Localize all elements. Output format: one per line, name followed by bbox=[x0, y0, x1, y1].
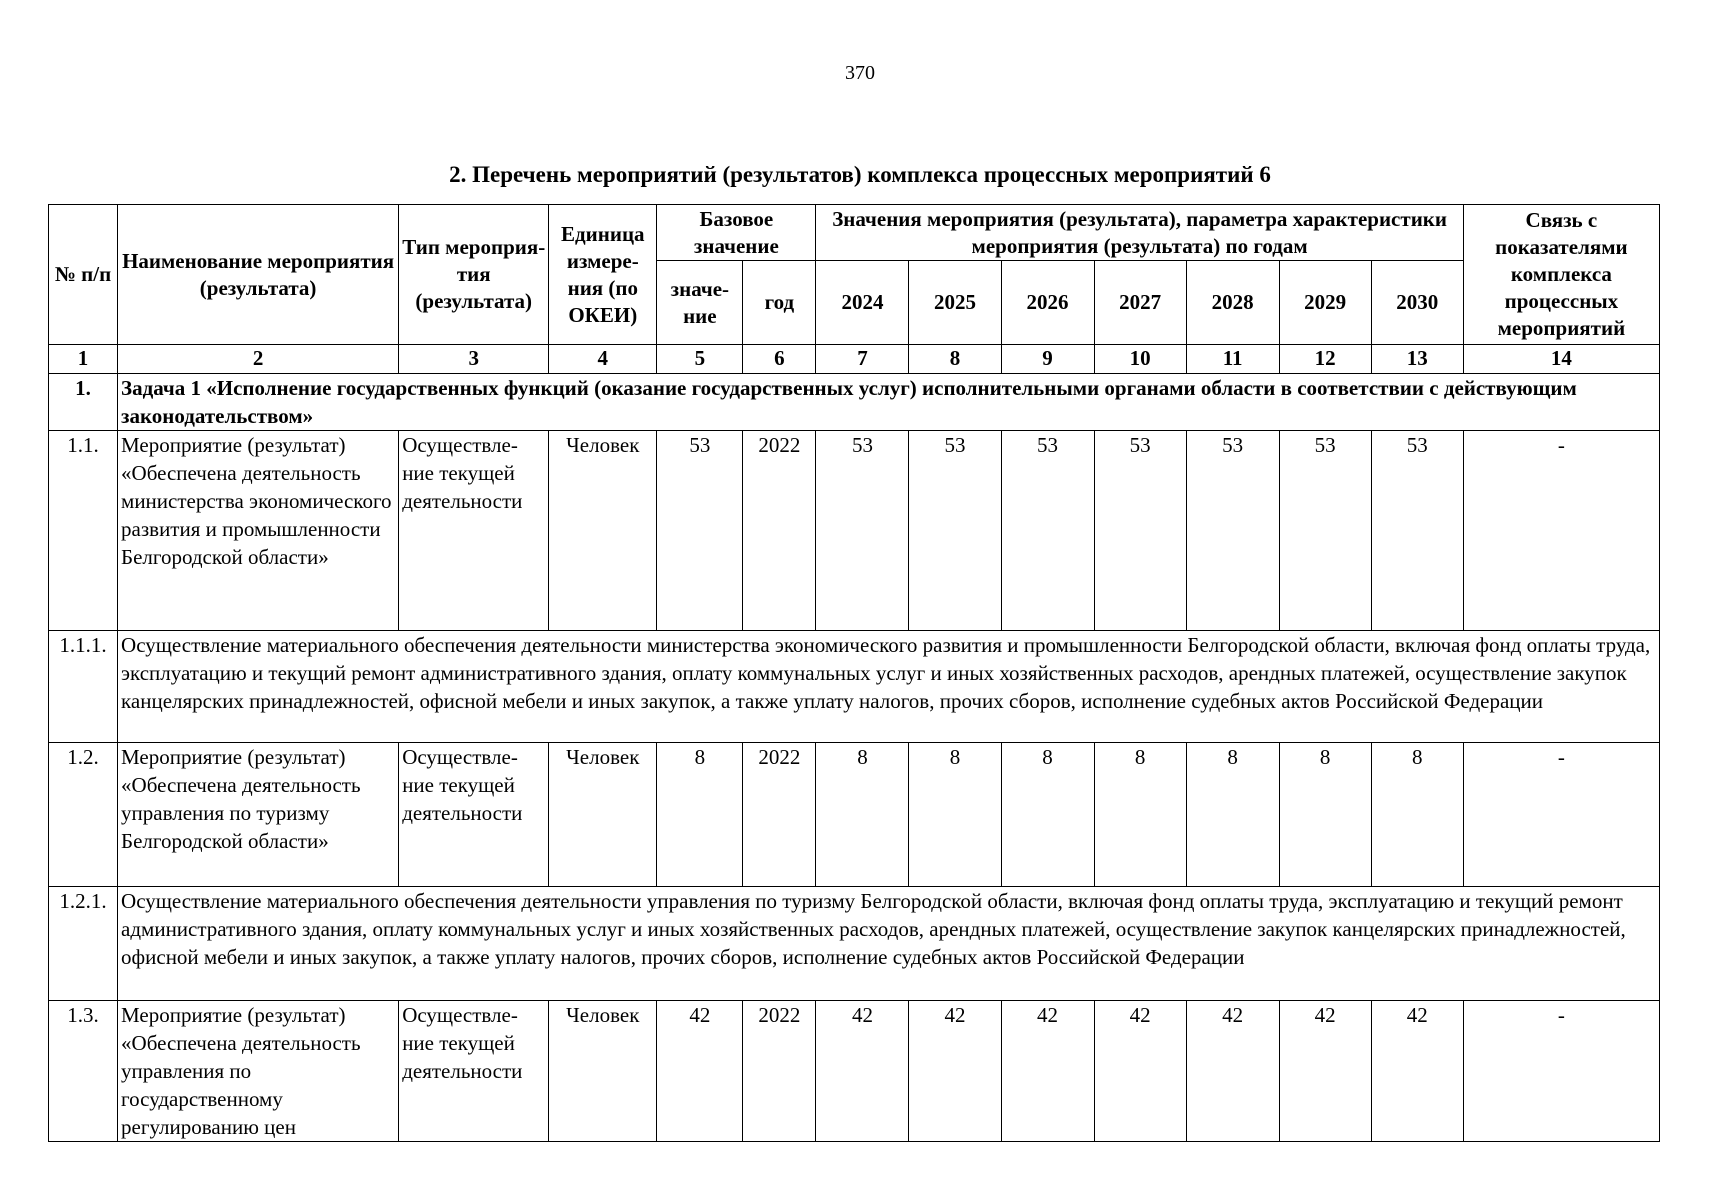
header-name: Наименование мероприятия (результата) bbox=[118, 205, 399, 345]
column-number: 4 bbox=[549, 345, 657, 374]
row-base-year: 2022 bbox=[743, 743, 816, 887]
row-year-value: 8 bbox=[1001, 743, 1094, 887]
subitem-row bbox=[49, 631, 1660, 743]
column-numbers-row bbox=[49, 345, 1660, 374]
page-title: 2. Перечень мероприятий (результатов) комплекса процессных мероприятий 6 bbox=[449, 162, 1271, 187]
column-number: 2 bbox=[118, 345, 399, 374]
table-row bbox=[49, 1001, 1660, 1142]
row-year-value: 8 bbox=[1279, 743, 1371, 887]
row-unit: Человек bbox=[549, 743, 657, 887]
row-base-year: 2022 bbox=[743, 431, 816, 631]
row-link: - bbox=[1463, 1001, 1659, 1142]
subitem-row bbox=[49, 887, 1660, 1001]
row-base-year: 2022 bbox=[743, 1001, 816, 1142]
header-num: № п/п bbox=[49, 205, 118, 345]
task-text: Задача 1 «Исполнение государственных функций (оказание государственных услуг) исполнительными органами области в соответствии с действующим законодательством» bbox=[118, 374, 1660, 431]
header-row bbox=[49, 205, 1660, 261]
row-base-value: 8 bbox=[657, 743, 743, 887]
row-name: Мероприятие (результат) «Обеспечена деятельность министерства экономического развития и промышленности Белгородской области» bbox=[118, 431, 399, 631]
measures-table bbox=[48, 204, 1660, 1142]
row-unit: Человек bbox=[549, 1001, 657, 1142]
subitem-num: 1.1.1. bbox=[49, 631, 118, 743]
column-number: 8 bbox=[909, 345, 1001, 374]
subitem-num: 1.2.1. bbox=[49, 887, 118, 1001]
row-base-value: 53 bbox=[657, 431, 743, 631]
row-type: Осуществле-ние текущей деятельности bbox=[399, 431, 549, 631]
header-year: 2026 bbox=[1001, 261, 1094, 345]
column-number: 13 bbox=[1371, 345, 1463, 374]
row-year-value: 42 bbox=[909, 1001, 1001, 1142]
row-num: 1.1. bbox=[49, 431, 118, 631]
row-year-value: 42 bbox=[1371, 1001, 1463, 1142]
header-unit: Единица измере-ния (по ОКЕИ) bbox=[549, 205, 657, 345]
row-year-value: 53 bbox=[909, 431, 1001, 631]
row-num: 1.3. bbox=[49, 1001, 118, 1142]
column-number: 1 bbox=[49, 345, 118, 374]
column-number: 6 bbox=[743, 345, 816, 374]
header-year: 2027 bbox=[1094, 261, 1186, 345]
row-year-value: 42 bbox=[816, 1001, 909, 1142]
header-values: Значения мероприятия (результата), параметра характеристики мероприятия (результата) по годам bbox=[816, 205, 1463, 261]
header-base-value: значе-ние bbox=[657, 261, 743, 345]
row-year-value: 8 bbox=[1186, 743, 1279, 887]
column-number: 7 bbox=[816, 345, 909, 374]
page-number: 370 bbox=[845, 62, 875, 84]
header-year: 2029 bbox=[1279, 261, 1371, 345]
column-number: 5 bbox=[657, 345, 743, 374]
header-year: 2028 bbox=[1186, 261, 1279, 345]
row-year-value: 42 bbox=[1186, 1001, 1279, 1142]
row-year-value: 53 bbox=[1094, 431, 1186, 631]
header-year: 2030 bbox=[1371, 261, 1463, 345]
task-row bbox=[49, 374, 1660, 431]
header-base-year: год bbox=[743, 261, 816, 345]
column-number: 9 bbox=[1001, 345, 1094, 374]
column-number: 12 bbox=[1279, 345, 1371, 374]
row-year-value: 42 bbox=[1279, 1001, 1371, 1142]
row-year-value: 53 bbox=[816, 431, 909, 631]
row-year-value: 53 bbox=[1371, 431, 1463, 631]
row-year-value: 8 bbox=[909, 743, 1001, 887]
column-number: 11 bbox=[1186, 345, 1279, 374]
row-link: - bbox=[1463, 431, 1659, 631]
header-base: Базовое значение bbox=[657, 205, 816, 261]
row-type: Осуществле-ние текущей деятельности bbox=[399, 1001, 549, 1142]
row-num: 1.2. bbox=[49, 743, 118, 887]
row-link: - bbox=[1463, 743, 1659, 887]
row-unit: Человек bbox=[549, 431, 657, 631]
header-type: Тип мероприя-тия (результата) bbox=[399, 205, 549, 345]
column-number: 3 bbox=[399, 345, 549, 374]
table-row bbox=[49, 431, 1660, 631]
row-year-value: 8 bbox=[1371, 743, 1463, 887]
header-link: Связь с показателями комплекса процессных мероприятий bbox=[1463, 205, 1659, 345]
row-year-value: 53 bbox=[1001, 431, 1094, 631]
header-year: 2024 bbox=[816, 261, 909, 345]
row-name: Мероприятие (результат) «Обеспечена деятельность управления по туризму Белгородской области» bbox=[118, 743, 399, 887]
row-year-value: 8 bbox=[1094, 743, 1186, 887]
subitem-text: Осуществление материального обеспечения деятельности управления по туризму Белгородской области, включая фонд оплаты труда, эксплуатацию и текущий ремонт административного здания, оплату коммунальных услуг и иных хозяйственных расходов, арендных платежей, осуществление закупок канцелярских принадлежностей, офисной мебели и иных закупок, а также уплату налогов, прочих сборов, исполнение судебных актов Российской Федерации bbox=[118, 887, 1660, 1001]
row-year-value: 53 bbox=[1279, 431, 1371, 631]
column-number: 10 bbox=[1094, 345, 1186, 374]
row-year-value: 42 bbox=[1001, 1001, 1094, 1142]
row-year-value: 8 bbox=[816, 743, 909, 887]
subitem-text: Осуществление материального обеспечения деятельности министерства экономического развития и промышленности Белгородской области, включая фонд оплаты труда, эксплуатацию и текущий ремонт административного здания, оплату коммунальных услуг и иных хозяйственных расходов, арендных платежей, осуществление закупок канцелярских принадлежностей, офисной мебели и иных закупок, а также уплату налогов, прочих сборов, исполнение судебных актов Российской Федерации bbox=[118, 631, 1660, 743]
row-year-value: 53 bbox=[1186, 431, 1279, 631]
header-year: 2025 bbox=[909, 261, 1001, 345]
row-base-value: 42 bbox=[657, 1001, 743, 1142]
row-name: Мероприятие (результат) «Обеспечена деятельность управления по государственному регулированию цен bbox=[118, 1001, 399, 1142]
row-year-value: 42 bbox=[1094, 1001, 1186, 1142]
column-number: 14 bbox=[1463, 345, 1659, 374]
row-type: Осуществле-ние текущей деятельности bbox=[399, 743, 549, 887]
task-num: 1. bbox=[49, 374, 118, 431]
table-row bbox=[49, 743, 1660, 887]
